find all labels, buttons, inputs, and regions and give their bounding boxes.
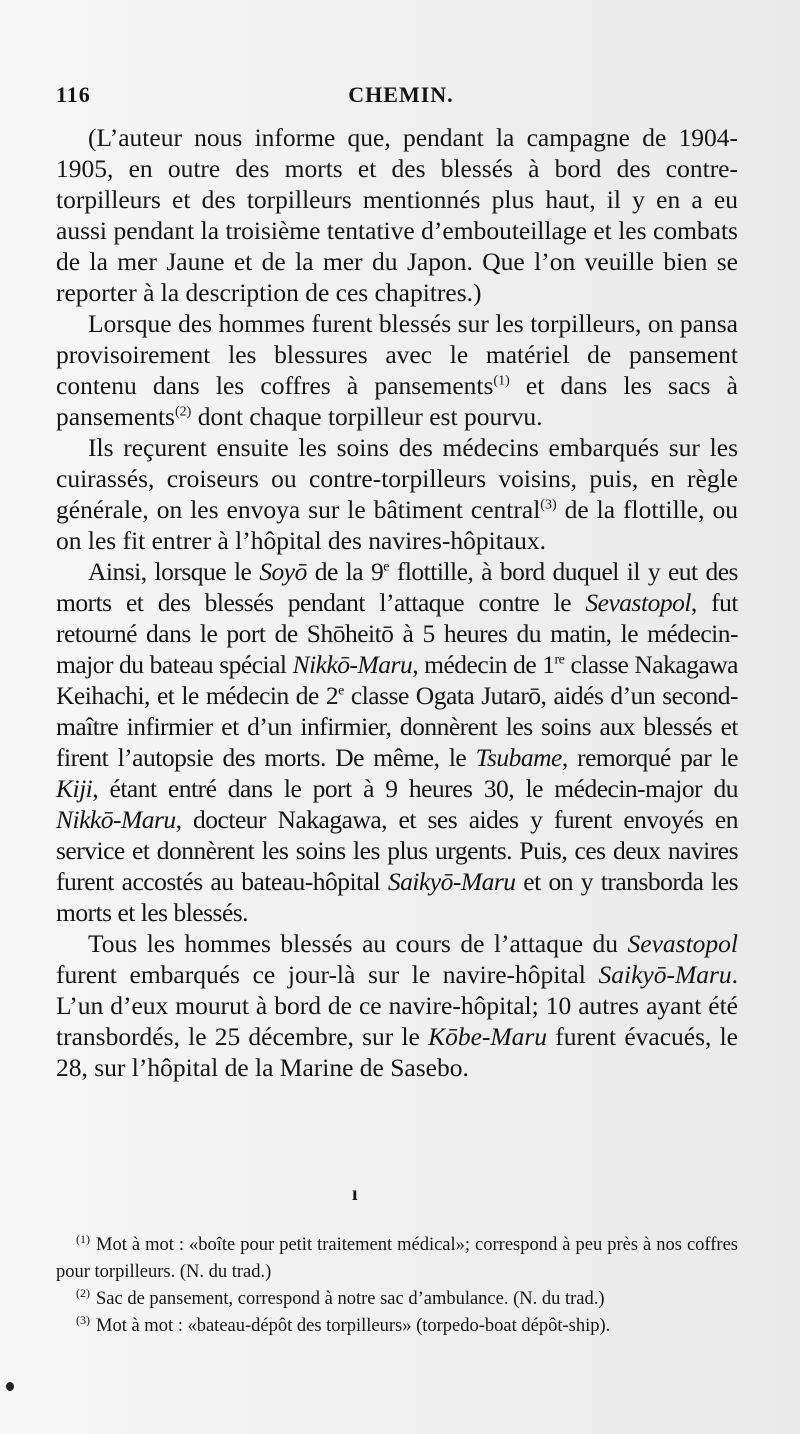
italic-text: Soyō xyxy=(259,557,307,586)
text-run: dont chaque torpilleur est pourvu. xyxy=(191,402,543,431)
italic-text: Kiji xyxy=(56,774,93,803)
page-number: 116 xyxy=(56,82,91,107)
footnote-text: Mot à mot : «bateau-dépôt des torpilleurs» (torpedo-boat dépôt-ship). xyxy=(96,1316,611,1336)
text-run: de la flottille, ou on les fit entrer à l’hôpital des navires-hôpitaux. xyxy=(56,495,738,555)
text-run: furent évacués, le 28, sur l’hôpital de la Marine de Sasebo. xyxy=(56,1022,738,1082)
footnote xyxy=(56,1232,738,1286)
running-head: CHEMIN. xyxy=(348,82,454,107)
ink-speck xyxy=(6,1382,14,1391)
text-run: classe Ogata Jutarō, aidés d’un second-maître infirmier et d’un infirmier, donnèrent les soins aux blessés et firent l’autopsie des morts. De même, le xyxy=(56,681,738,772)
text-run: furent embarqués ce jour-là sur le navire-hôpital xyxy=(56,960,599,989)
text-run: , docteur Nakagawa, et ses aides y furent envoyés en service et donnèrent les soins les plus urgents. Puis, ces deux navires furent accostés au bateau-hôpital xyxy=(56,805,738,896)
italic-text: Saikyō-Maru xyxy=(387,867,516,896)
text-run: Tous les hommes blessés au cours de l’attaque du xyxy=(88,929,628,958)
italic-text: Sevastopol xyxy=(585,588,691,617)
text-run: Ils reçurent ensuite les soins des médecins embarqués sur les cuirassés, croiseurs ou contre-torpilleurs voisins, puis, en règle générale, on les envoya sur le bâtiment central xyxy=(56,433,738,524)
page-header xyxy=(56,82,746,112)
text-run: , étant entré dans le port à 9 heures 30, le médecin-major du xyxy=(92,774,738,803)
paragraph xyxy=(56,928,738,1083)
ordinal-suffix: re xyxy=(554,652,565,668)
text-run: , fut retourné dans le port de Shōheitō à 5 heures du matin, le médecin-major du bateau spécial xyxy=(56,588,739,679)
paragraph xyxy=(56,432,738,556)
italic-text: Tsubame xyxy=(475,743,562,772)
footnote-number: (2) xyxy=(76,1285,90,1300)
paragraph xyxy=(56,308,738,432)
text-run: , médecin de 1 xyxy=(412,650,555,679)
text-run: classe Nakagawa Keihachi, et le médecin de 2 xyxy=(56,650,738,710)
italic-text: Sevastopol xyxy=(627,929,738,958)
footnote xyxy=(56,1286,738,1313)
italic-text: Nikkō-Maru xyxy=(56,805,176,834)
footnote-text: Sac de pansement, correspond à notre sac d’ambulance. (N. du trad.) xyxy=(96,1289,605,1309)
footnote xyxy=(56,1313,738,1340)
paragraph xyxy=(56,122,738,308)
text-run: de la 9 xyxy=(306,557,384,586)
italic-text: Kōbe-Maru xyxy=(428,1022,548,1051)
ordinal-suffix: e xyxy=(338,683,344,699)
text-run: flottille, à bord duquel il y eut des morts et des blessés pendant l’attaque contre le xyxy=(56,557,738,617)
italic-text: Nikkō-Maru xyxy=(292,650,413,679)
footnote-text: Mot à mot : «boîte pour petit traitement médical»; correspond à peu près à nos coffres pour torpilleurs. (N. du trad.) xyxy=(56,1235,738,1282)
text-run: Ainsi, lorsque le xyxy=(88,557,260,586)
footnote-number: (3) xyxy=(76,1312,90,1327)
footnote-ref: (3) xyxy=(540,497,557,513)
footnote-ref: (2) xyxy=(174,404,192,420)
text-run: . L’un d’eux mourut à bord de ce navire-hôpital; 10 autres ayant été transbordés, le 25 décembre, sur le xyxy=(56,960,738,1051)
footnote-number: (1) xyxy=(76,1231,90,1246)
footnotes xyxy=(56,1232,738,1340)
text-run: et on y transborda les morts et les blessés. xyxy=(56,867,739,927)
text-run: et dans les sacs à pansements xyxy=(56,371,738,431)
text-run: Lorsque des hommes furent blessés sur les torpilleurs, on pansa provisoirement les blessures avec le matériel de pansement contenu dans les coffres à pansements xyxy=(56,309,738,400)
text-run: (L’auteur nous informe que, pendant la campagne de 1904-1905, en outre des morts et des blessés à bord des contre-torpilleurs et des torpilleurs mentionnés plus haut, il y en a eu aussi pendant la troisième tentative d’embouteillage et les combats de la mer Jaune et de la mer du Japon. Que l’on veuille bien se reporter à la description de ces chapitres.) xyxy=(56,123,738,307)
paragraph xyxy=(56,556,738,928)
italic-text: Saikyō-Maru xyxy=(598,960,732,989)
ordinal-suffix: e xyxy=(383,559,389,575)
body-text xyxy=(56,122,738,1083)
separator-mark: ı xyxy=(352,1183,358,1205)
footnote-ref: (1) xyxy=(493,373,510,389)
text-run: , remorqué par le xyxy=(561,743,738,772)
